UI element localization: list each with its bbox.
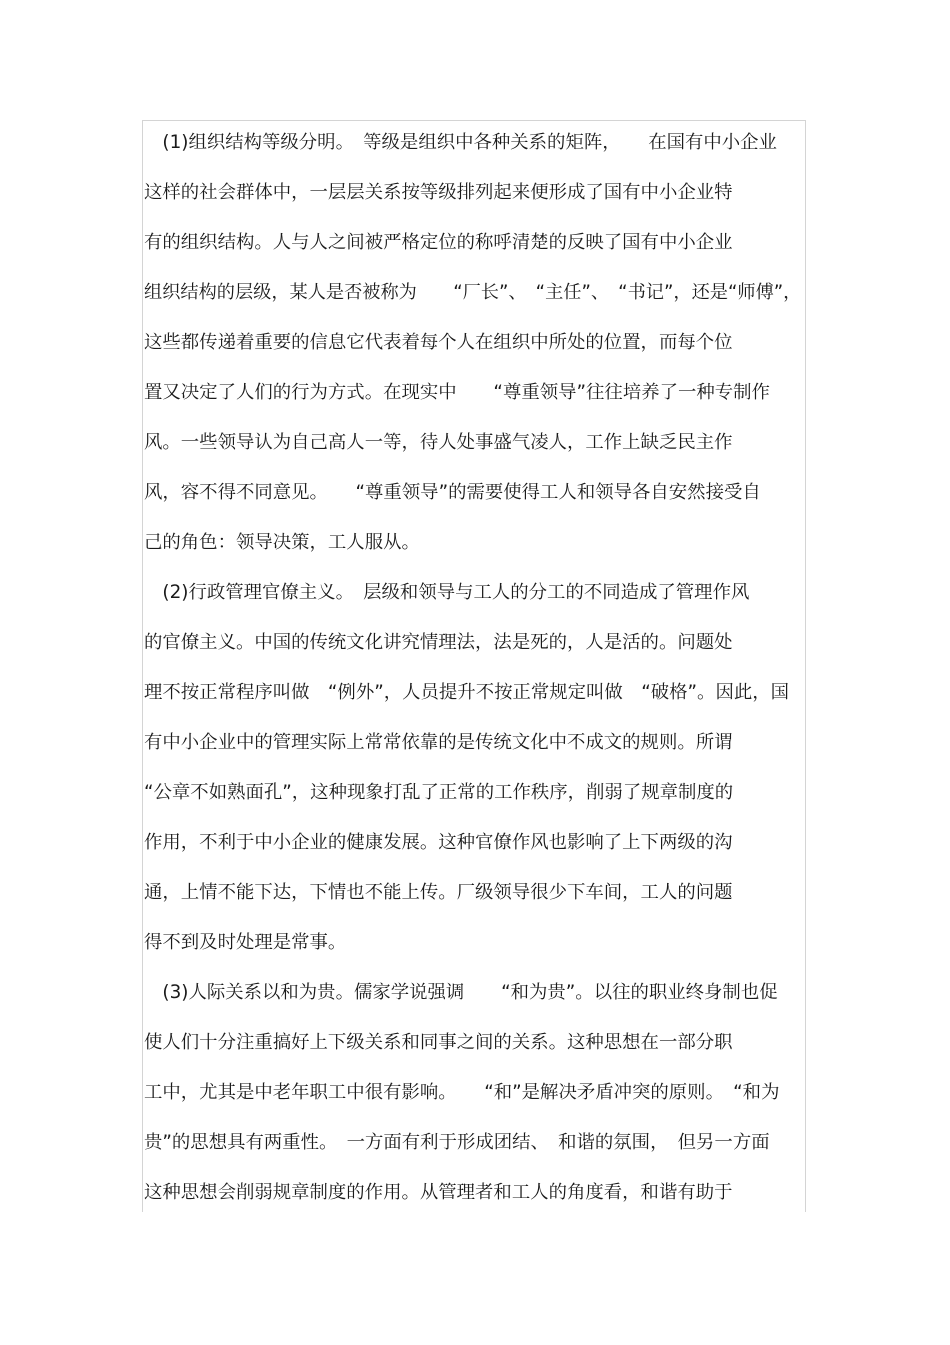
text-line: 得不到及时处理是常事。 bbox=[144, 932, 347, 953]
text-line: 有的组织结构。人与人之间被严格定位的称呼清楚的反映了国有中小企业 bbox=[144, 232, 733, 253]
text-line: 贵”的思想具有两重性。 一方面有利于形成团结、 和谐的氛围， 但另一方面 bbox=[144, 1132, 770, 1153]
text-line: 这些都传递着重要的信息它代表着每个人在组织中所处的位置，而每个位 bbox=[144, 332, 733, 353]
text-line: “公章不如熟面孔”，这种现象打乱了正常的工作秩序，削弱了规章制度的 bbox=[144, 782, 734, 803]
text-line: 使人们十分注重搞好上下级关系和同事之间的关系。这种思想在一部分职 bbox=[144, 1032, 733, 1053]
text-line: (3)人际关系以和为贵。儒家学说强调 “和为贵”。以往的职业终身制也促 bbox=[144, 982, 778, 1003]
text-line: 这样的社会群体中，一层层关系按等级排列起来便形成了国有中小企业特 bbox=[144, 182, 733, 203]
text-line: 这种思想会削弱规章制度的作用。从管理者和工人的角度看，和谐有助于 bbox=[144, 1182, 733, 1203]
text-line: (2)行政管理官僚主义。 层级和领导与工人的分工的不同造成了管理作风 bbox=[144, 582, 750, 603]
text-line: 组织结构的层级，某人是否被称为 “厂长”、 “主任”、 “书记”，还是“师傅”， bbox=[144, 282, 802, 303]
text-line: 作用，不利于中小企业的健康发展。这种官僚作风也影响了上下两级的沟 bbox=[144, 832, 733, 853]
text-line: 风。一些领导认为自己高人一等，待人处事盛气凌人，工作上缺乏民主作 bbox=[144, 432, 733, 453]
text-line: 的官僚主义。中国的传统文化讲究情理法，法是死的，人是活的。问题处 bbox=[144, 632, 733, 653]
text-line: 置又决定了人们的行为方式。在现实中 “尊重领导”往往培养了一种专制作 bbox=[144, 382, 770, 403]
text-line: 有中小企业中的管理实际上常常依靠的是传统文化中不成文的规则。所谓 bbox=[144, 732, 733, 753]
text-line: 理不按正常程序叫做 “例外”，人员提升不按正常规定叫做 “破格”。因此，国 bbox=[144, 682, 790, 703]
text-line: 工中，尤其是中老年职工中很有影响。 “和”是解决矛盾冲突的原则。 “和为 bbox=[144, 1082, 780, 1103]
text-line: 己的角色：领导决策，工人服从。 bbox=[144, 532, 420, 553]
text-line: 通，上情不能下达，下情也不能上传。厂级领导很少下车间，工人的问题 bbox=[144, 882, 733, 903]
text-line: 风，容不得不同意见。 “尊重领导”的需要使得工人和领导各自安然接受自 bbox=[144, 482, 761, 503]
text-line: (1)组织结构等级分明。 等级是组织中各种关系的矩阵， 在国有中小企业 bbox=[144, 132, 777, 153]
